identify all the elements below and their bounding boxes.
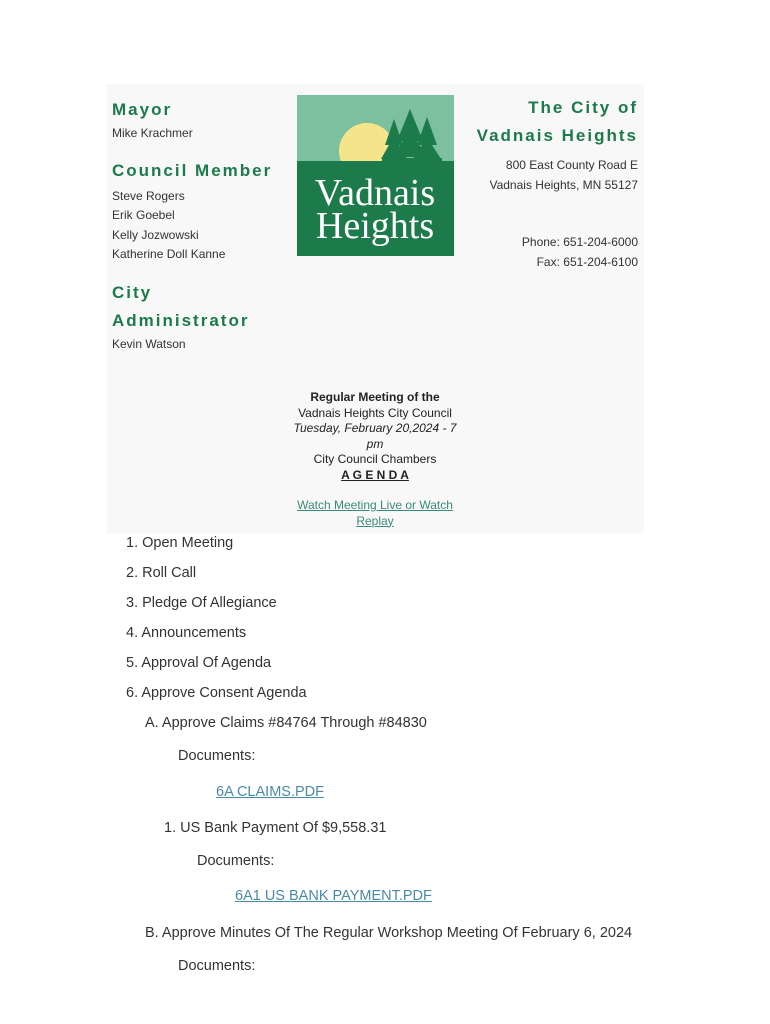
- council-member: Katherine Doll Kanne: [112, 247, 226, 261]
- agenda-item: 4. Announcements: [126, 625, 247, 641]
- agenda-item: 3. Pledge Of Allegiance: [126, 595, 277, 611]
- council-member: Kelly Jozwowski: [112, 227, 199, 242]
- admin-heading-1: City: [112, 282, 153, 302]
- council-list: [112, 187, 292, 265]
- fax: Fax: 651-204-6100: [536, 254, 638, 269]
- agenda-sub-item-a1: 1. US Bank Payment Of $9,558.31: [164, 820, 387, 836]
- logo-text-1: Vadnais: [314, 172, 436, 214]
- city-heading-1: The City of: [528, 98, 638, 117]
- watch-link[interactable]: [280, 498, 470, 529]
- agenda-sub-item-b: B. Approve Minutes Of The Regular Workshop Meeting Of February 6, 2024: [145, 925, 633, 941]
- mayor-heading: Mayor: [112, 100, 173, 119]
- city-logo: [297, 95, 454, 256]
- mayor-name: Mike Krachmer: [112, 126, 193, 140]
- meeting-info: [280, 390, 470, 529]
- agenda-item: 1. Open Meeting: [126, 535, 234, 551]
- document-link-6a[interactable]: 6A CLAIMS.PDF: [216, 784, 324, 800]
- agenda-item: 2. Roll Call: [126, 565, 197, 581]
- documents-label: Documents:: [197, 853, 275, 869]
- meeting-date-2: pm: [366, 436, 384, 451]
- agenda-item: 6. Approve Consent Agenda: [126, 685, 307, 701]
- council-member: Erik Goebel: [112, 208, 175, 222]
- logo-text-2: Heights: [315, 205, 435, 247]
- officials-column: [112, 96, 292, 354]
- watch-link-line-1[interactable]: Watch Meeting Live or Watch: [297, 498, 453, 512]
- admin-heading-2: Administrator: [112, 310, 250, 330]
- documents-label: Documents:: [178, 958, 256, 974]
- council-heading: Council Member: [112, 160, 273, 180]
- agenda-label: A G E N D A: [341, 467, 409, 482]
- meeting-body: Vadnais Heights City Council: [298, 405, 452, 420]
- watch-link-line-2[interactable]: Replay: [356, 513, 394, 528]
- agenda-item: 5. Approval Of Agenda: [126, 655, 272, 671]
- meeting-location: City Council Chambers: [313, 452, 437, 466]
- city-heading-2: Vadnais Heights: [476, 126, 638, 145]
- city-info-column: [460, 94, 638, 272]
- document-link-6a1[interactable]: 6A1 US BANK PAYMENT.PDF: [235, 888, 432, 904]
- council-member: Steve Rogers: [112, 188, 185, 203]
- address-line-1: 800 East County Road E: [505, 158, 638, 172]
- agenda-sub-item-a: A. Approve Claims #84764 Through #84830: [145, 715, 427, 731]
- documents-label: Documents:: [178, 748, 256, 764]
- admin-name: Kevin Watson: [112, 336, 186, 351]
- phone: Phone: 651-204-6000: [521, 235, 638, 249]
- address-line-2: Vadnais Heights, MN 55127: [489, 177, 638, 192]
- meeting-title: Regular Meeting of the: [310, 390, 440, 404]
- meeting-date-1: Tuesday, February 20,2024 - 7: [293, 421, 457, 435]
